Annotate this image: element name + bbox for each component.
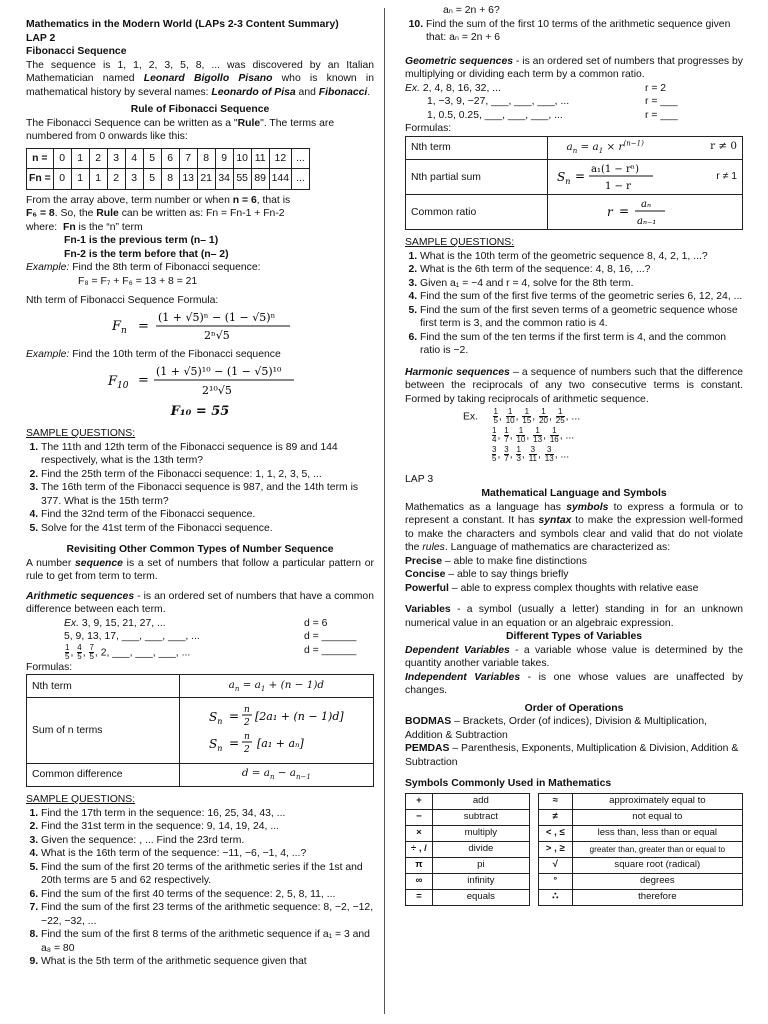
table-cell: Common ratio [406, 195, 548, 230]
trait-powerful: Powerful – able to express complex thoughts with relative ease [405, 582, 699, 594]
table-cell: less than, less than or equal [572, 825, 742, 841]
list-item: 4. What is the 16th term of the sequence: −11, −6, −1, 4, ...? [41, 847, 374, 861]
geo-examples [405, 82, 743, 123]
svg-text:Fn: $F_n$ [112, 318, 127, 336]
formula-cell: $a_n = a_1 \times r^{(n-1)}$ r ≠ 0 [547, 136, 742, 160]
f10-result: F₁₀ = 55 [170, 404, 230, 420]
q9-continuation: aₙ = 2n + 6? [443, 5, 500, 16]
mls-heading: Mathematical Language and Symbols [481, 487, 667, 499]
list-item: 2. Find the 25th term of the Fibonacci sequence: 1, 1, 2, 3, 5, ... [41, 468, 374, 482]
f10-formula-graphic [80, 362, 320, 400]
table-cell: not equal to [572, 809, 742, 825]
list-item: 5. Find the sum of the first 20 terms of the arithmetic series if the 1st and 20th terms are 5 and 62 respectively. [41, 861, 374, 888]
table-cell: 3 [125, 169, 143, 190]
fibonacci-heading: Fibonacci Sequence [26, 46, 127, 58]
table-cell: 34 [215, 169, 233, 190]
table-cell: infinity [432, 873, 529, 889]
fibonacci-intro: The sequence is 1, 1, 2, 3, 5, 8, ... was discovered by an Italian Mathematician named Leonard Bigollo Pisano who is known in mathematical history by several names: Leonardo of Pisa and Fibonacci. [26, 59, 374, 98]
table-cell: 144 [269, 169, 291, 190]
independent-def: Independent Variables - is one whose values are unaffected by changes. [405, 671, 743, 697]
formula-cell: $a_n = a_1 + (n - 1)d$ [179, 675, 373, 698]
pemdas: PEMDAS – Parenthesis, Exponents, Multiplication & Division, Addition & Subtraction [405, 743, 739, 768]
example-1-calc: F₈ = F₇ + F₆ = 13 + 8 = 21 [78, 275, 198, 287]
list-item: 6. Find the sum of the first 40 terms of the sequence: 2, 5, 8, 11, ... [41, 888, 374, 902]
geo-sample-heading: SAMPLE QUESTIONS: [405, 237, 515, 249]
left-column [26, 18, 374, 969]
table-cell: 3 [107, 148, 125, 169]
binet-formula-graphic [80, 308, 320, 344]
list-item: 4. Find the sum of the first five terms of the geometric series 6, 12, 24, ... [420, 290, 743, 304]
table-cell: n = [27, 148, 54, 169]
table-cell: ≠ [538, 809, 572, 825]
sum-formula-graphic [201, 700, 351, 756]
table-row [406, 136, 743, 160]
table-cell: < , ≤ [538, 825, 572, 841]
table-cell: ≈ [538, 793, 572, 809]
arith-formula-table [26, 674, 374, 787]
table-cell: square root (radical) [572, 857, 742, 873]
arith-example-row: $\frac{1}{5}$ , $\frac{4}{5}$ , $\frac{7}{5}$ , 2, ___, ___, ___, ... d = ______ [65, 642, 357, 661]
table-row [538, 857, 742, 873]
q10-list [405, 18, 743, 45]
trait-concise: Concise – able to say things briefly [405, 569, 569, 581]
table-cell: 55 [233, 169, 251, 190]
table-cell: = [406, 889, 433, 905]
formula-cell: $S_n$ = a₁(1 − rⁿ) 1 − r r ≠ 1 [547, 160, 742, 195]
lap3-label: LAP 3 [405, 474, 434, 486]
svg-text:n: n [244, 732, 251, 743]
arith-examples [26, 617, 374, 661]
table-row [27, 698, 374, 764]
harmonic-examples [405, 408, 743, 463]
table-row [406, 809, 530, 825]
table-cell: + [406, 793, 433, 809]
list-item: 9. What is the 5th term of the arithmetic sequence given that [41, 955, 374, 969]
table-cell: Common difference [27, 764, 180, 787]
right-column [405, 4, 743, 906]
table-cell: 10 [233, 148, 251, 169]
table-row [538, 873, 742, 889]
table-cell: subtract [432, 809, 529, 825]
table-row [406, 841, 530, 857]
svg-text:=: = [138, 372, 149, 388]
svg-text:Sn: $S_n$ [209, 710, 223, 727]
lap2-label: LAP 2 [26, 32, 56, 44]
table-cell: ° [538, 873, 572, 889]
table-cell: ... [292, 148, 310, 169]
list-item: 3. Given a₁ = −4 and r = 4, solve for the 8th term. [420, 277, 743, 291]
geo-example-row: 1, 0.5, 0.25, ___, ___, ___, ... r = ___ [427, 109, 678, 121]
example-2: Example: Find the 10th term of the Fibonacci sequence [26, 349, 281, 361]
table-cell: 4 [125, 148, 143, 169]
list-item: 1. What is the 10th term of the geometric sequence 8, 4, 2, 1, ...? [420, 250, 743, 264]
symbols-heading: Symbols Commonly Used in Mathematics [405, 778, 612, 790]
table-row [27, 148, 310, 169]
svg-text:2: 2 [244, 745, 251, 756]
sample-heading: SAMPLE QUESTIONS: [26, 428, 136, 440]
geometric-def: Geometric sequences - is an ordered set of numbers that progresses by multiplying or dividing each term by a common ratio. [405, 55, 743, 81]
dependent-def: Dependent Variables - a variable whose value is determined by the quantity another variable takes. [405, 644, 744, 670]
harmonic-example-row: Ex. $\frac{1}{5}$ , $\frac{1}{10}$ , $\frac{1}{15}$ , $\frac{1}{20}$ , $\frac{1}{25}$ , ... [463, 407, 581, 426]
order-heading: Order of Operations [524, 702, 624, 714]
table-row [406, 825, 530, 841]
number-sequence-def: A number sequence is a set of numbers that follow a particular pattern or rule to get from term to term. [26, 557, 374, 583]
arithmetic-def: Arithmetic sequences - is an ordered set of numbers that have a common difference between each term. [26, 590, 374, 616]
table-cell: divide [432, 841, 529, 857]
geo-example-row: Ex. 2, 4, 8, 16, 32, ... r = 2 [405, 82, 667, 94]
table-cell: therefore [572, 889, 742, 905]
list-item: 2. Find the 31st term in the sequence: 9, 14, 19, 24, ... [41, 820, 374, 834]
svg-text:=: = [574, 169, 585, 184]
where-line-2: Fn-1 is the previous term (n– 1) [64, 235, 219, 247]
harmonic-def: Harmonic sequences – a sequence of numbers such that the difference between the reciprocals of any two consecutive terms is constant. Formed by taking reciprocals of arithmetic sequence. [405, 366, 743, 405]
table-cell: 5 [143, 148, 161, 169]
table-cell: 21 [197, 169, 215, 190]
table-cell: Nth term [406, 136, 548, 160]
formula-cell: $d = a_n - a_{n-1}$ [179, 764, 373, 787]
list-item: 5. Solve for the 41st term of the Fibonacci sequence. [41, 522, 374, 536]
svg-text:F10: $F_{10}$ [108, 373, 129, 391]
revisit-heading: Revisiting Other Common Types of Number Sequence [66, 544, 334, 556]
svg-text:=: = [229, 709, 240, 724]
table-row [406, 195, 743, 230]
table-cell: Fn = [27, 169, 54, 190]
var-types-heading: Different Types of Variables [505, 631, 643, 643]
table-cell: Sum of n terms [27, 698, 180, 764]
geo-sample-list [405, 250, 743, 358]
table-cell: 13 [179, 169, 197, 190]
doc-title: Mathematics in the Modern World (LAPs 2-3 Content Summary) [26, 19, 339, 30]
table-row [406, 857, 530, 873]
table-cell: degrees [572, 873, 742, 889]
harmonic-example-row: $\frac{1}{4}$ , $\frac{1}{7}$ , $\frac{1}{10}$ , $\frac{1}{13}$ , $\frac{1}{16}$ , ... [492, 426, 575, 445]
table-cell: add [432, 793, 529, 809]
table-cell: 8 [197, 148, 215, 169]
svg-text:n: n [244, 705, 251, 716]
partial-sum-graphic [553, 161, 663, 193]
svg-text:=: = [618, 204, 629, 219]
where-line: where: Fn is the “n” term [26, 221, 143, 233]
table-cell: pi [432, 857, 529, 873]
table-cell: Nth term [27, 675, 180, 698]
nth-formula-label: Nth term of Fibonacci Sequence Formula: [26, 295, 219, 307]
trait-precise: Precise – able to make fine distinctions [405, 555, 587, 567]
arith-example-row: Ex. 3, 9, 15, 21, 27, ... d = 6 [64, 617, 328, 629]
f6-line: F₆ = 8. So, the Rule can be written as: Fn = Fn-1 + Fn-2 [26, 208, 285, 220]
svg-text:aₙ₋₁: aₙ₋₁ [636, 216, 656, 228]
after-table-text: From the array above, term number or when n = 6, that is [26, 194, 291, 206]
table-cell: approximately equal to [572, 793, 742, 809]
binet-formula [26, 308, 374, 349]
table-cell: 1 [89, 169, 107, 190]
formula-cell [547, 195, 742, 230]
table-cell: 8 [161, 169, 179, 190]
table-row [27, 169, 310, 190]
table-row [538, 841, 742, 857]
table-row [406, 793, 530, 809]
symbols-table-right [538, 793, 743, 906]
table-cell: π [406, 857, 433, 873]
arith-example-row: 5, 9, 13, 17, ___, ___, ___, ... d = ______ [64, 631, 357, 643]
list-item: 7. Find the sum of the first 23 terms of the arithmetic sequence: 8, −2, −12, −22, −32, ... [41, 901, 374, 928]
bodmas: BODMAS – Brackets, Order (of indices), Division & Multiplication, Addition & Subtraction [405, 716, 708, 741]
table-row [406, 160, 743, 195]
example-1: Example: Find the 8th term of Fibonacci sequence: [26, 262, 261, 274]
table-row [538, 889, 742, 905]
list-item: 3. Given the sequence: , ... Find the 23rd term. [41, 834, 374, 848]
table-cell: 9 [215, 148, 233, 169]
ratio-graphic [603, 196, 713, 228]
table-row [406, 889, 530, 905]
table-cell: 5 [143, 169, 161, 190]
symbols-tables [405, 793, 743, 906]
geo-formula-table [405, 136, 743, 231]
rule-text: The Fibonacci Sequence can be written as a "Rule". The terms are numbered from 0 onwards like this: [26, 117, 335, 143]
mls-text: Mathematics as a language has symbols to express a formula or to represent a constant. It has syntax to make the expression well-formed to make the characters and symbols clear and valid that do not violate the rules. Language of mathematics are characterized as: [405, 501, 744, 554]
svg-text:[a₁ + aₙ]: [a₁ + aₙ] [257, 737, 305, 751]
list-item: 1. The 11th and 12th term of the Fibonacci sequence is 89 and 144 respectively, what is the 13th term? [41, 441, 374, 468]
list-item: 3. The 16th term of the Fibonacci sequence is 987, and the 14th term is 377. What is the 15th term? [41, 481, 374, 508]
list-item: 4. Find the 32nd term of the Fibonacci sequence. [41, 508, 374, 522]
list-item: 5. Find the sum of the first seven terms of a geometric sequence whose first term is 3, and the common ratio is 4. [420, 304, 743, 331]
list-item: 10. Find the sum of the first 10 terms of the arithmetic sequence given that: aₙ = 2n + 6 [426, 18, 743, 45]
list-item: 8. Find the sum of the first 8 terms of the arithmetic sequence if a₁ = 3 and a₈ = 80 [41, 928, 374, 955]
svg-text:aₙ: aₙ [640, 199, 651, 211]
table-cell: 1 [71, 169, 89, 190]
arith-sample-heading: SAMPLE QUESTIONS: [26, 794, 136, 805]
table-cell: multiply [432, 825, 529, 841]
svg-text:1 − r: 1 − r [604, 181, 631, 193]
svg-text:=: = [138, 318, 149, 334]
svg-text:Sn: $S_n$ [209, 737, 223, 754]
column-divider [384, 8, 385, 1014]
rule-heading: Rule of Fibonacci Sequence [130, 104, 270, 116]
geo-formulas-label: Formulas: [405, 123, 452, 135]
table-row [538, 793, 742, 809]
table-cell: 2 [89, 148, 107, 169]
table-cell: 12 [269, 148, 291, 169]
svg-text:(1 + √5)¹⁰ − (1 − √5)¹⁰: (1 + √5)¹⁰ − (1 − √5)¹⁰ [156, 364, 282, 378]
table-cell: 11 [251, 148, 269, 169]
list-item: 1. Find the 17th term in the sequence: 16, 25, 34, 43, ... [41, 807, 374, 821]
variables-def: Variables - a symbol (usually a letter) standing in for an unknown numerical value in an equation or an algebraic expression. [405, 604, 743, 629]
arith-sample-list [26, 807, 374, 969]
fib-sample-list [26, 441, 374, 536]
table-row [538, 825, 742, 841]
table-row [27, 764, 374, 787]
svg-text:a₁(1 − rⁿ): a₁(1 − rⁿ) [590, 164, 639, 176]
svg-text:[2a₁ + (n − 1)d]: [2a₁ + (n − 1)d] [255, 710, 345, 724]
table-cell: ... [292, 169, 310, 190]
svg-text:=: = [229, 736, 240, 751]
table-cell: 89 [251, 169, 269, 190]
svg-text:(1 + √5)ⁿ − (1 − √5)ⁿ: (1 + √5)ⁿ − (1 − √5)ⁿ [158, 310, 276, 324]
f10-formula [26, 362, 374, 405]
list-item: 6. Find the sum of the ten terms if the first term is 4, and the common ratio is −2. [420, 331, 743, 358]
table-row [27, 675, 374, 698]
table-cell: ∴ [538, 889, 572, 905]
svg-text:r: r [606, 205, 613, 220]
table-cell: × [406, 825, 433, 841]
table-cell: 2 [107, 169, 125, 190]
svg-text:Sn: $S_n$ [556, 170, 570, 187]
table-cell: > , ≥ [538, 841, 572, 857]
table-row [406, 873, 530, 889]
table-cell: 6 [161, 148, 179, 169]
table-cell: ∞ [406, 873, 433, 889]
formulas-label: Formulas: [26, 661, 73, 673]
table-cell: 0 [53, 148, 71, 169]
table-cell: 0 [53, 169, 71, 190]
table-cell: 7 [179, 148, 197, 169]
symbols-table-left [405, 793, 530, 906]
list-item: 2. What is the 6th term of the sequence: 4, 8, 16, ...? [420, 263, 743, 277]
table-cell: √ [538, 857, 572, 873]
table-cell: Nth partial sum [406, 160, 548, 195]
geo-example-row: 1, −3, 9, −27, ___, ___, ___, ... r = ___ [427, 96, 678, 108]
svg-text:2: 2 [244, 718, 251, 729]
table-cell: 1 [71, 148, 89, 169]
table-cell: ÷ , / [406, 841, 433, 857]
table-cell: equals [432, 889, 529, 905]
table-cell: − [406, 809, 433, 825]
where-line-3: Fn-2 is the term before that (n– 2) [64, 248, 229, 260]
table-cell: greater than, greater than or equal to [572, 841, 742, 857]
fibonacci-table [26, 148, 310, 190]
svg-text:2ⁿ√5: 2ⁿ√5 [204, 328, 230, 342]
svg-text:2¹⁰√5: 2¹⁰√5 [202, 383, 232, 397]
formula-cell [179, 698, 373, 764]
harmonic-example-row: $\frac{3}{5}$ , $\frac{3}{7}$ , $\frac{1}{3}$ , $\frac{3}{11}$ , $\frac{3}{13}$ , ... [492, 445, 570, 464]
table-row [538, 809, 742, 825]
